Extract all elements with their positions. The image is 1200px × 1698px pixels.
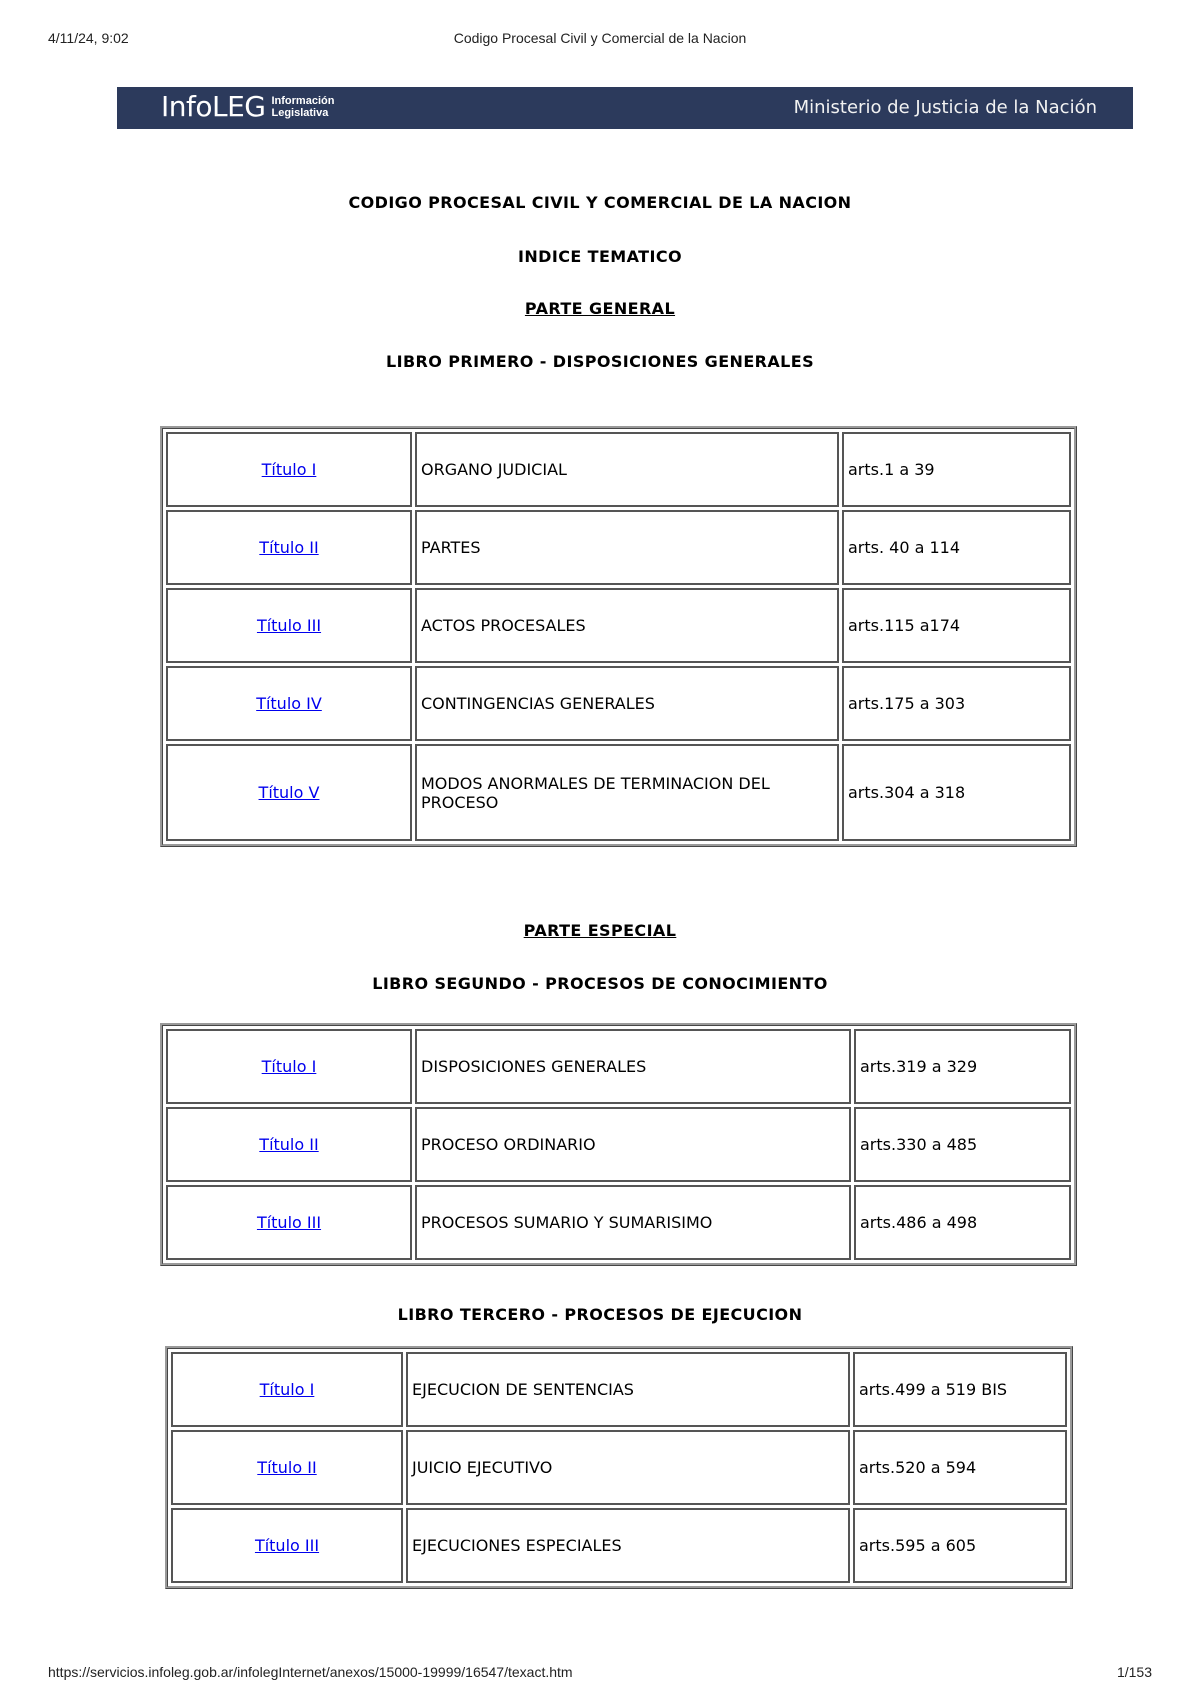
logo-sub-text <box>271 95 361 119</box>
table-row <box>171 1352 1067 1427</box>
print-datetime: 4/11/24, 9:02 <box>48 30 129 46</box>
print-footer <box>0 1664 1200 1684</box>
articles-range-cell: arts.330 a 485 <box>854 1107 1071 1182</box>
articles-range-cell: arts.499 a 519 BIS <box>853 1352 1067 1427</box>
titulo-link[interactable]: Título III <box>256 1213 322 1232</box>
titulo-name-cell: PROCESOS SUMARIO Y SUMARISIMO <box>415 1185 851 1260</box>
table-row <box>166 1185 1071 1260</box>
titulo-name-cell: EJECUCIONES ESPECIALES <box>406 1508 850 1583</box>
titulo-name-cell: DISPOSICIONES GENERALES <box>415 1029 851 1104</box>
articles-range-cell: arts.1 a 39 <box>842 432 1071 507</box>
table-row <box>166 432 1071 507</box>
articles-range-cell: arts.175 a 303 <box>842 666 1071 741</box>
titulo-name-cell: CONTINGENCIAS GENERALES <box>415 666 839 741</box>
print-url: https://servicios.infoleg.gob.ar/infolegInternet/anexos/15000-19999/16547/texact.htm <box>48 1664 573 1680</box>
logo-sub-line-1: Información <box>271 94 335 107</box>
libro-tercero-heading: LIBRO TERCERO - PROCESOS DE EJECUCION <box>397 1305 803 1324</box>
titulo-link[interactable]: Título II <box>257 1458 317 1477</box>
titulo-cell <box>171 1508 403 1583</box>
table-row <box>166 588 1071 663</box>
parte-especial-text: PARTE ESPECIAL <box>523 921 677 940</box>
document-title: CODIGO PROCESAL CIVIL Y COMERCIAL DE LA NACION <box>348 193 852 212</box>
titulo-name-cell: EJECUCION DE SENTENCIAS <box>406 1352 850 1427</box>
titulo-cell <box>171 1352 403 1427</box>
articles-range-cell: arts.486 a 498 <box>854 1185 1071 1260</box>
table-row <box>166 1107 1071 1182</box>
table-row <box>171 1508 1067 1583</box>
titulo-link[interactable]: Título III <box>256 616 322 635</box>
print-page-number: 1/153 <box>1116 1664 1152 1680</box>
titulo-cell <box>166 1029 412 1104</box>
libro-segundo-heading: LIBRO SEGUNDO - PROCESOS DE CONOCIMIENTO <box>372 974 828 993</box>
ministry-name: Ministerio de Justicia de la Nación <box>793 97 1097 118</box>
libro-segundo-table <box>160 1023 1077 1266</box>
logo-main-text: InfoLEG <box>161 90 266 123</box>
titulo-name-cell: PARTES <box>415 510 839 585</box>
logo-sub-line-2: Legislativa <box>271 106 329 119</box>
titulo-cell <box>166 432 412 507</box>
table-row <box>166 510 1071 585</box>
titulo-link[interactable]: Título III <box>254 1536 320 1555</box>
articles-range-cell: arts. 40 a 114 <box>842 510 1071 585</box>
titulo-name-cell: ACTOS PROCESALES <box>415 588 839 663</box>
libro-primero-table <box>160 426 1077 847</box>
titulo-name-cell: JUICIO EJECUTIVO <box>406 1430 850 1505</box>
titulo-link[interactable]: Título II <box>259 1135 319 1154</box>
articles-range-cell: arts.520 a 594 <box>853 1430 1067 1505</box>
titulo-name-cell: PROCESO ORDINARIO <box>415 1107 851 1182</box>
titulo-cell <box>166 1185 412 1260</box>
titulo-link[interactable]: Título I <box>259 1380 315 1399</box>
titulo-link[interactable]: Título I <box>261 1057 317 1076</box>
parte-especial-heading <box>0 921 1200 940</box>
print-title: Codigo Procesal Civil y Comercial de la Nacion <box>453 30 747 46</box>
titulo-name-cell: ORGANO JUDICIAL <box>415 432 839 507</box>
document-subtitle: INDICE TEMATICO <box>518 247 682 266</box>
titulo-name-cell: MODOS ANORMALES DE TERMINACION DEL PROCESO <box>415 744 839 841</box>
infoleg-banner <box>117 87 1133 129</box>
articles-range-cell: arts.319 a 329 <box>854 1029 1071 1104</box>
table-row <box>166 1029 1071 1104</box>
titulo-link[interactable]: Título IV <box>256 694 322 713</box>
parte-general-heading <box>0 299 1200 318</box>
infoleg-logo[interactable] <box>161 90 361 123</box>
libro-primero-heading: LIBRO PRIMERO - DISPOSICIONES GENERALES <box>386 352 814 371</box>
articles-range-cell: arts.595 a 605 <box>853 1508 1067 1583</box>
titulo-cell <box>166 666 412 741</box>
titulo-link[interactable]: Título V <box>258 783 320 802</box>
titulo-cell <box>166 744 412 841</box>
titulo-cell <box>171 1430 403 1505</box>
titulo-cell <box>166 588 412 663</box>
titulo-cell <box>166 510 412 585</box>
print-header <box>0 30 1200 50</box>
parte-general-text: PARTE GENERAL <box>524 299 676 318</box>
titulo-link[interactable]: Título I <box>261 460 317 479</box>
articles-range-cell: arts.304 a 318 <box>842 744 1071 841</box>
titulo-link[interactable]: Título II <box>259 538 319 557</box>
table-row <box>166 666 1071 741</box>
libro-tercero-table <box>165 1346 1073 1589</box>
table-row <box>166 744 1071 841</box>
table-row <box>171 1430 1067 1505</box>
titulo-cell <box>166 1107 412 1182</box>
articles-range-cell: arts.115 a174 <box>842 588 1071 663</box>
